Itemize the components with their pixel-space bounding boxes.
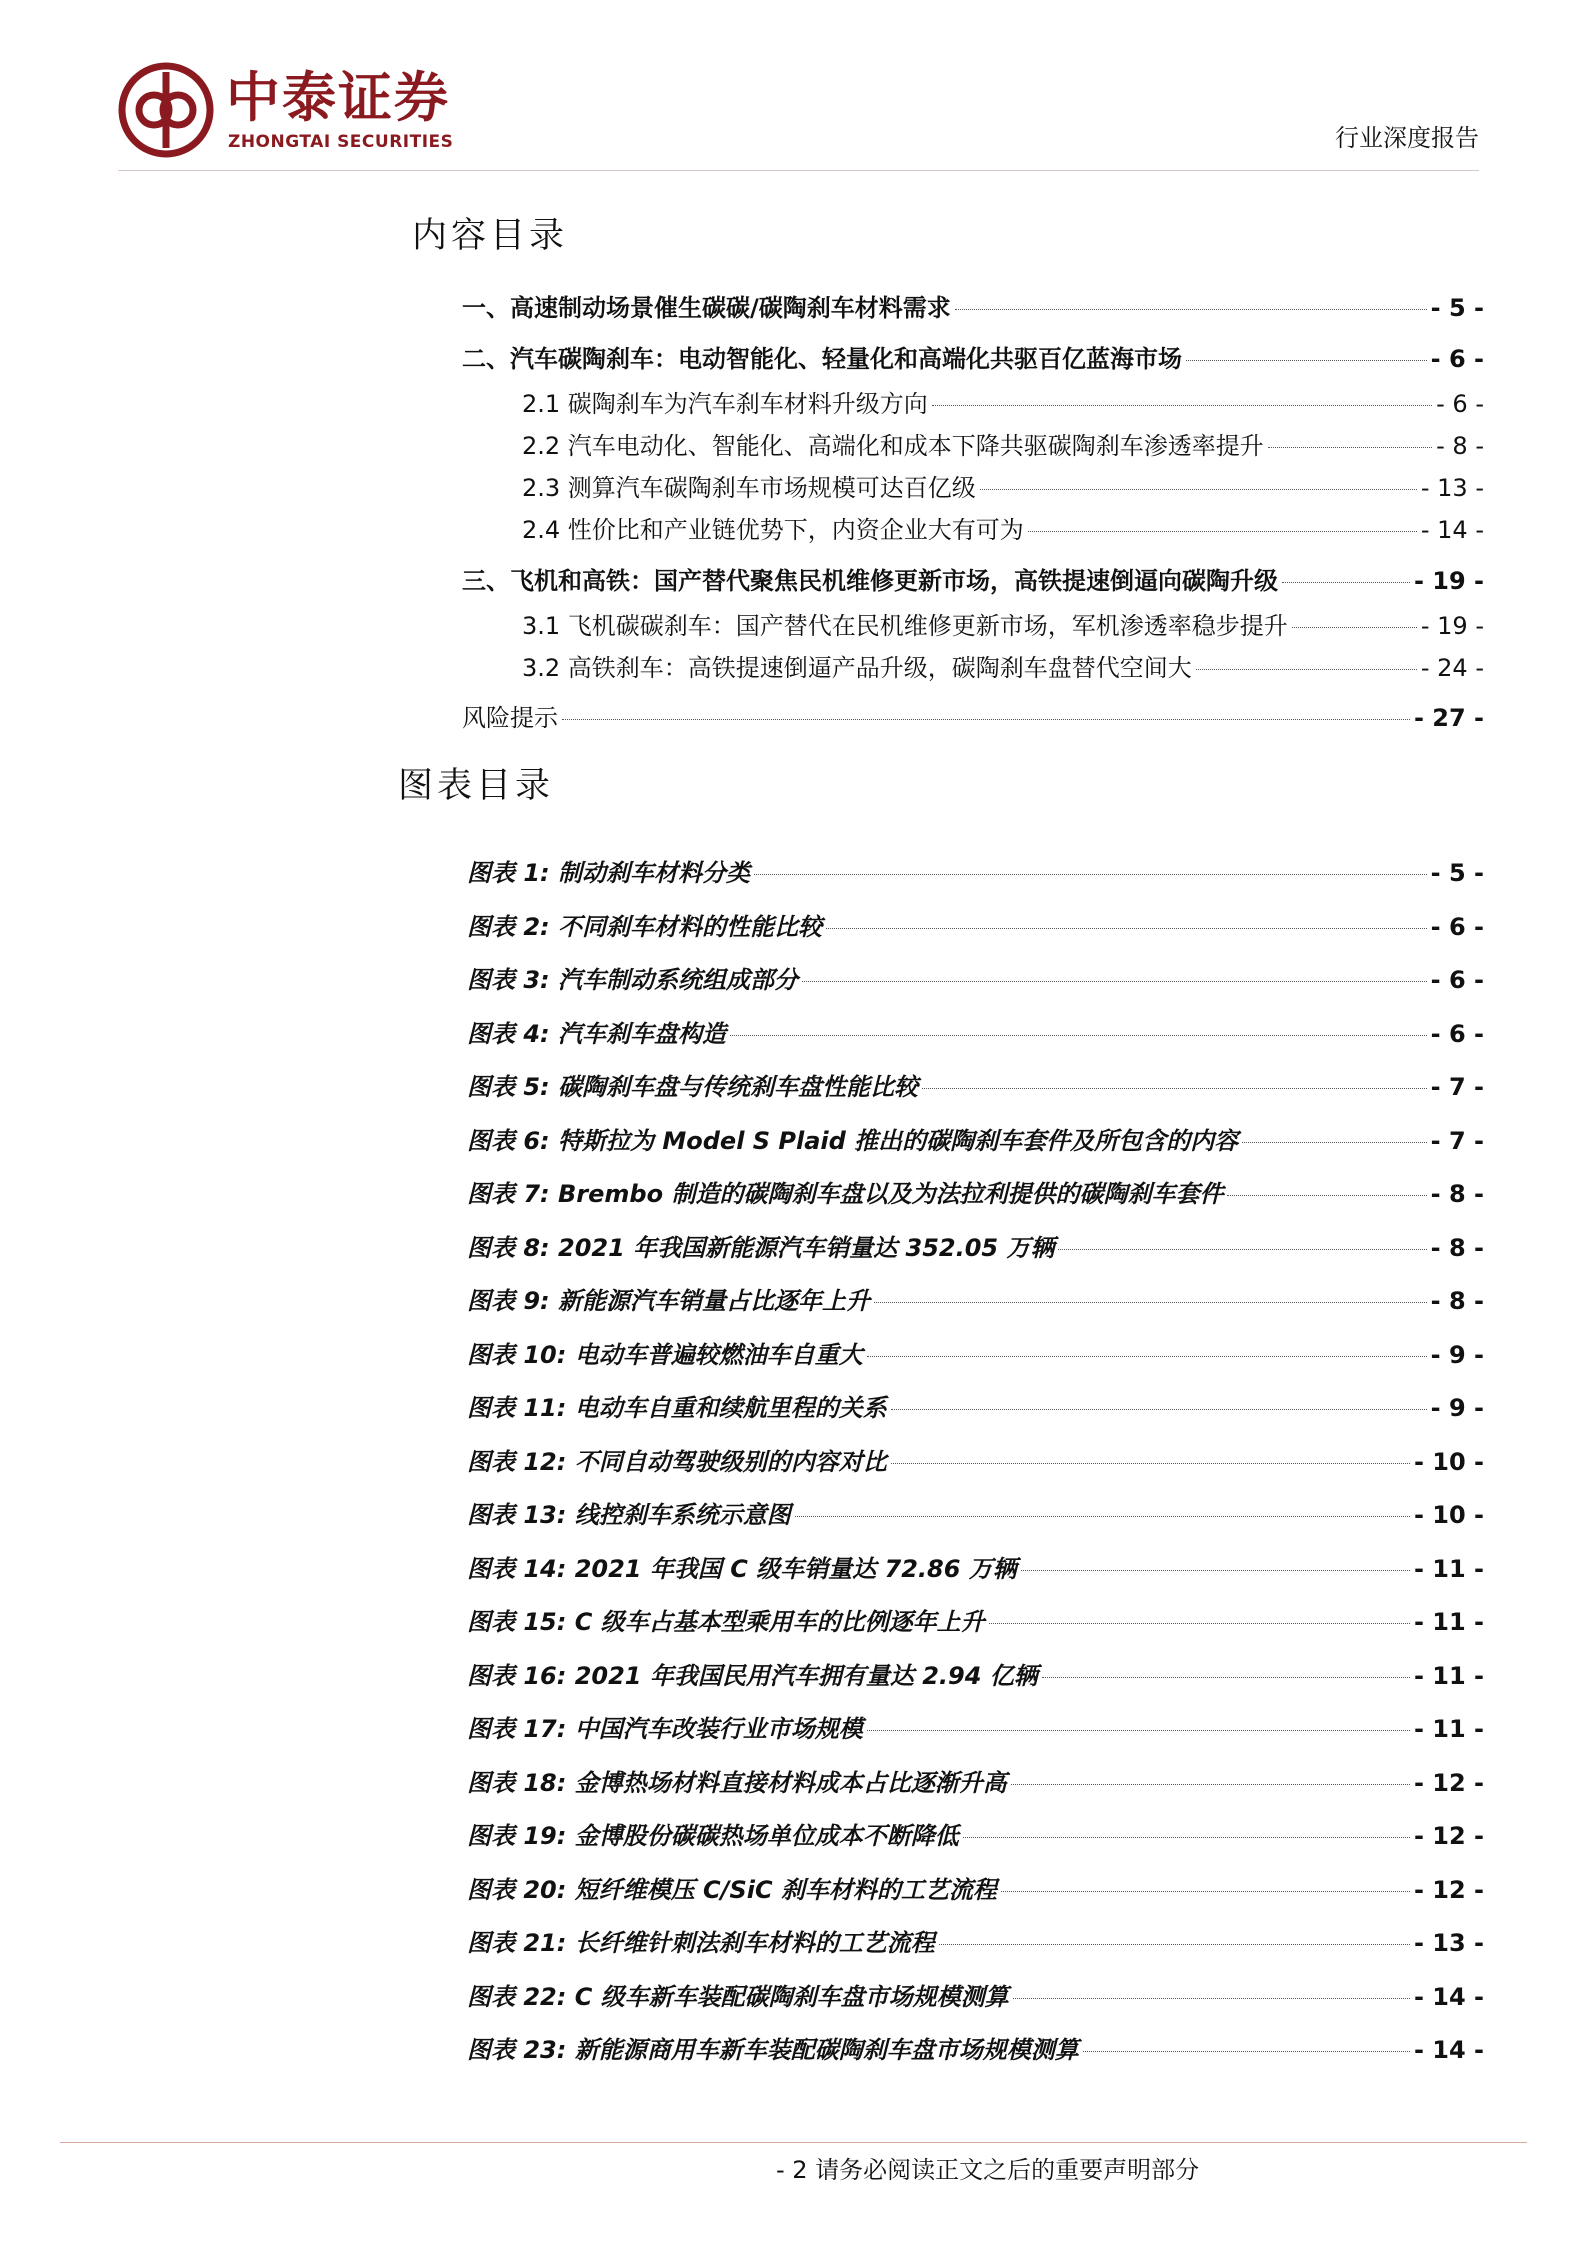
leader-dots	[802, 981, 1427, 982]
figure-item[interactable]	[467, 1714, 1484, 1744]
figure-item-page: - 8 -	[1430, 1287, 1484, 1315]
figure-item-page: - 7 -	[1430, 1127, 1484, 1155]
leader-dots	[1013, 1998, 1410, 1999]
leader-dots	[867, 1356, 1427, 1357]
figure-item-page: - 6 -	[1430, 1020, 1484, 1048]
toc-item[interactable]	[462, 703, 1484, 733]
logo-chinese-name: 中泰证券	[226, 66, 450, 129]
figure-item[interactable]	[467, 1286, 1484, 1316]
figure-item-label: 图表 14: 2021 年我国 C 级车销量达 72.86 万辆	[467, 1555, 1017, 1583]
toc-subitem[interactable]	[522, 653, 1484, 683]
figure-item-page: - 14 -	[1413, 2036, 1484, 2064]
leader-dots	[922, 1088, 1427, 1089]
figure-item[interactable]	[467, 1233, 1484, 1263]
header-divider	[118, 170, 1479, 171]
toc-item-label: 2.3 测算汽车碳陶刹车市场规模可达百亿级	[522, 474, 976, 502]
toc-item[interactable]	[462, 293, 1484, 323]
zhongtai-logo-icon	[118, 62, 214, 158]
toc-item-label: 风险提示	[462, 704, 558, 732]
figure-item[interactable]	[467, 1179, 1484, 1209]
leader-dots	[1196, 669, 1417, 670]
leader-dots	[1021, 1570, 1410, 1571]
toc-item[interactable]	[462, 566, 1484, 596]
figure-item-label: 图表 23: 新能源商用车新车装配碳陶刹车盘市场规模测算	[467, 2036, 1079, 2064]
toc-item-page: - 24 -	[1420, 654, 1484, 682]
leader-dots	[730, 1035, 1427, 1036]
figure-item[interactable]	[467, 1607, 1484, 1637]
toc-item-label: 3.1 飞机碳碳刹车：国产替代在民机维修更新市场，军机渗透率稳步提升	[522, 612, 1288, 640]
figure-item-label: 图表 7: Brembo 制造的碳陶刹车盘以及为法拉利提供的碳陶刹车套件	[467, 1180, 1224, 1208]
leader-dots	[989, 1623, 1410, 1624]
leader-dots	[1028, 531, 1417, 532]
figure-item[interactable]	[467, 1447, 1484, 1477]
leader-dots	[1001, 1891, 1410, 1892]
figure-item[interactable]	[467, 1875, 1484, 1905]
figure-item-page: - 6 -	[1430, 966, 1484, 994]
figure-item-page: - 14 -	[1413, 1983, 1484, 2011]
leader-dots	[955, 309, 1427, 310]
leader-dots	[562, 719, 1410, 720]
toc-item[interactable]	[462, 344, 1484, 374]
figure-item-label: 图表 19: 金博股份碳碳热场单位成本不断降低	[467, 1822, 959, 1850]
leader-dots	[1083, 2051, 1410, 2052]
leader-dots	[795, 1516, 1410, 1517]
toc-item-page: - 6 -	[1430, 345, 1484, 373]
figure-item-label: 图表 20: 短纤维模压 C/SiC 刹车材料的工艺流程	[467, 1876, 997, 1904]
figure-item-page: - 6 -	[1430, 913, 1484, 941]
leader-dots	[1282, 582, 1410, 583]
toc-item-page: - 13 -	[1420, 474, 1484, 502]
toc-item-page: - 19 -	[1413, 567, 1484, 595]
toc-subitem[interactable]	[522, 431, 1484, 461]
toc-title: 内容目录	[412, 216, 569, 256]
leader-dots	[1292, 627, 1417, 628]
figure-item-label: 图表 21: 长纤维针刺法刹车材料的工艺流程	[467, 1929, 935, 1957]
figure-item[interactable]	[467, 1019, 1484, 1049]
leader-dots	[932, 405, 1432, 406]
leader-dots	[891, 1409, 1427, 1410]
figure-item[interactable]	[467, 1661, 1484, 1691]
leader-dots	[1227, 1195, 1426, 1196]
figure-item[interactable]	[467, 1928, 1484, 1958]
toc-item-label: 二、汽车碳陶刹车：电动智能化、轻量化和高端化共驱百亿蓝海市场	[462, 345, 1182, 373]
figure-item-label: 图表 10: 电动车普遍较燃油车自重大	[467, 1341, 863, 1369]
leader-dots	[754, 874, 1427, 875]
leader-dots	[1186, 360, 1427, 361]
figure-item-label: 图表 12: 不同自动驾驶级别的内容对比	[467, 1448, 887, 1476]
figure-item[interactable]	[467, 1768, 1484, 1798]
figures-title: 图表目录	[398, 766, 555, 806]
figure-item-label: 图表 15: C 级车占基本型乘用车的比例逐年上升	[467, 1608, 985, 1636]
toc-subitem[interactable]	[522, 515, 1484, 545]
leader-dots	[874, 1302, 1427, 1303]
leader-dots	[963, 1837, 1410, 1838]
toc-subitem[interactable]	[522, 473, 1484, 503]
leader-dots	[826, 928, 1427, 929]
toc-item-label: 2.4 性价比和产业链优势下，内资企业大有可为	[522, 516, 1024, 544]
figure-item-label: 图表 6: 特斯拉为 Model S Plaid 推出的碳陶刹车套件及所包含的内容	[467, 1127, 1239, 1155]
figure-item[interactable]	[467, 1554, 1484, 1584]
toc-item-page: - 8 -	[1436, 432, 1484, 460]
figure-item[interactable]	[467, 1340, 1484, 1370]
toc-subitem[interactable]	[522, 389, 1484, 419]
figure-item-page: - 10 -	[1413, 1448, 1484, 1476]
leader-dots	[867, 1730, 1410, 1731]
figure-item-page: - 9 -	[1430, 1394, 1484, 1422]
footer-divider	[60, 2142, 1527, 2143]
figure-item[interactable]	[467, 2035, 1484, 2065]
leader-dots	[980, 489, 1417, 490]
figure-item-page: - 8 -	[1430, 1180, 1484, 1208]
toc-item-page: - 19 -	[1420, 612, 1484, 640]
toc-item-label: 一、高速制动场景催生碳碳/碳陶刹车材料需求	[462, 294, 951, 322]
figure-item[interactable]	[467, 1982, 1484, 2012]
toc-subitem[interactable]	[522, 611, 1484, 641]
figure-item-page: - 10 -	[1413, 1501, 1484, 1529]
figure-item[interactable]	[467, 1500, 1484, 1530]
figure-item-label: 图表 18: 金博热场材料直接材料成本占比逐渐升高	[467, 1769, 1007, 1797]
leader-dots	[1058, 1249, 1426, 1250]
leader-dots	[939, 1944, 1410, 1945]
figure-item-page: - 11 -	[1413, 1662, 1484, 1690]
figure-item-label: 图表 5: 碳陶刹车盘与传统刹车盘性能比较	[467, 1073, 919, 1101]
figure-item-label: 图表 9: 新能源汽车销量占比逐年上升	[467, 1287, 871, 1315]
figure-item[interactable]	[467, 1821, 1484, 1851]
figure-item-label: 图表 11: 电动车自重和续航里程的关系	[467, 1394, 887, 1422]
leader-dots	[1268, 447, 1432, 448]
figure-item-label: 图表 2: 不同刹车材料的性能比较	[467, 913, 823, 941]
figure-item[interactable]	[467, 1072, 1484, 1102]
figure-item-page: - 11 -	[1413, 1715, 1484, 1743]
figure-item-page: - 11 -	[1413, 1555, 1484, 1583]
report-type-label: 行业深度报告	[1335, 124, 1479, 152]
toc-item-label: 2.2 汽车电动化、智能化、高端化和成本下降共驱碳陶刹车渗透率提升	[522, 432, 1264, 460]
figure-item-label: 图表 22: C 级车新车装配碳陶刹车盘市场规模测算	[467, 1983, 1009, 2011]
figure-item-label: 图表 1: 制动刹车材料分类	[467, 859, 751, 887]
figure-item-page: - 13 -	[1413, 1929, 1484, 1957]
figure-item-label: 图表 16: 2021 年我国民用汽车拥有量达 2.94 亿辆	[467, 1662, 1038, 1690]
figure-item[interactable]	[467, 858, 1484, 888]
toc-item-page: - 5 -	[1430, 294, 1484, 322]
toc-item-label: 3.2 高铁刹车：高铁提速倒逼产品升级，碳陶刹车盘替代空间大	[522, 654, 1192, 682]
footer-disclaimer: - 2 请务必阅读正文之后的重要声明部分	[776, 2156, 1200, 2184]
figure-item-label: 图表 8: 2021 年我国新能源汽车销量达 352.05 万辆	[467, 1234, 1055, 1262]
figure-item-page: - 8 -	[1430, 1234, 1484, 1262]
figure-item[interactable]	[467, 1126, 1484, 1156]
figure-item-label: 图表 17: 中国汽车改装行业市场规模	[467, 1715, 863, 1743]
leader-dots	[891, 1463, 1410, 1464]
figure-item-page: - 9 -	[1430, 1341, 1484, 1369]
figure-item-page: - 12 -	[1413, 1876, 1484, 1904]
figure-item-page: - 12 -	[1413, 1822, 1484, 1850]
figure-item-page: - 11 -	[1413, 1608, 1484, 1636]
figure-item[interactable]	[467, 1393, 1484, 1423]
figure-item[interactable]	[467, 965, 1484, 995]
figure-item-page: - 5 -	[1430, 859, 1484, 887]
figure-item-page: - 12 -	[1413, 1769, 1484, 1797]
toc-item-page: - 6 -	[1436, 390, 1484, 418]
leader-dots	[1011, 1784, 1410, 1785]
figure-item-page: - 7 -	[1430, 1073, 1484, 1101]
toc-item-label: 三、飞机和高铁：国产替代聚焦民机维修更新市场，高铁提速倒逼向碳陶升级	[462, 567, 1278, 595]
company-logo	[118, 62, 538, 162]
figure-item-label: 图表 13: 线控刹车系统示意图	[467, 1501, 791, 1529]
leader-dots	[1242, 1142, 1426, 1143]
toc-item-label: 2.1 碳陶刹车为汽车刹车材料升级方向	[522, 390, 928, 418]
toc-item-page: - 27 -	[1413, 704, 1484, 732]
figure-item-label: 图表 3: 汽车制动系统组成部分	[467, 966, 799, 994]
figure-item-label: 图表 4: 汽车刹车盘构造	[467, 1020, 727, 1048]
logo-english-name: ZHONGTAI SECURITIES	[228, 132, 454, 152]
figure-item[interactable]	[467, 912, 1484, 942]
toc-item-page: - 14 -	[1420, 516, 1484, 544]
leader-dots	[1042, 1677, 1410, 1678]
